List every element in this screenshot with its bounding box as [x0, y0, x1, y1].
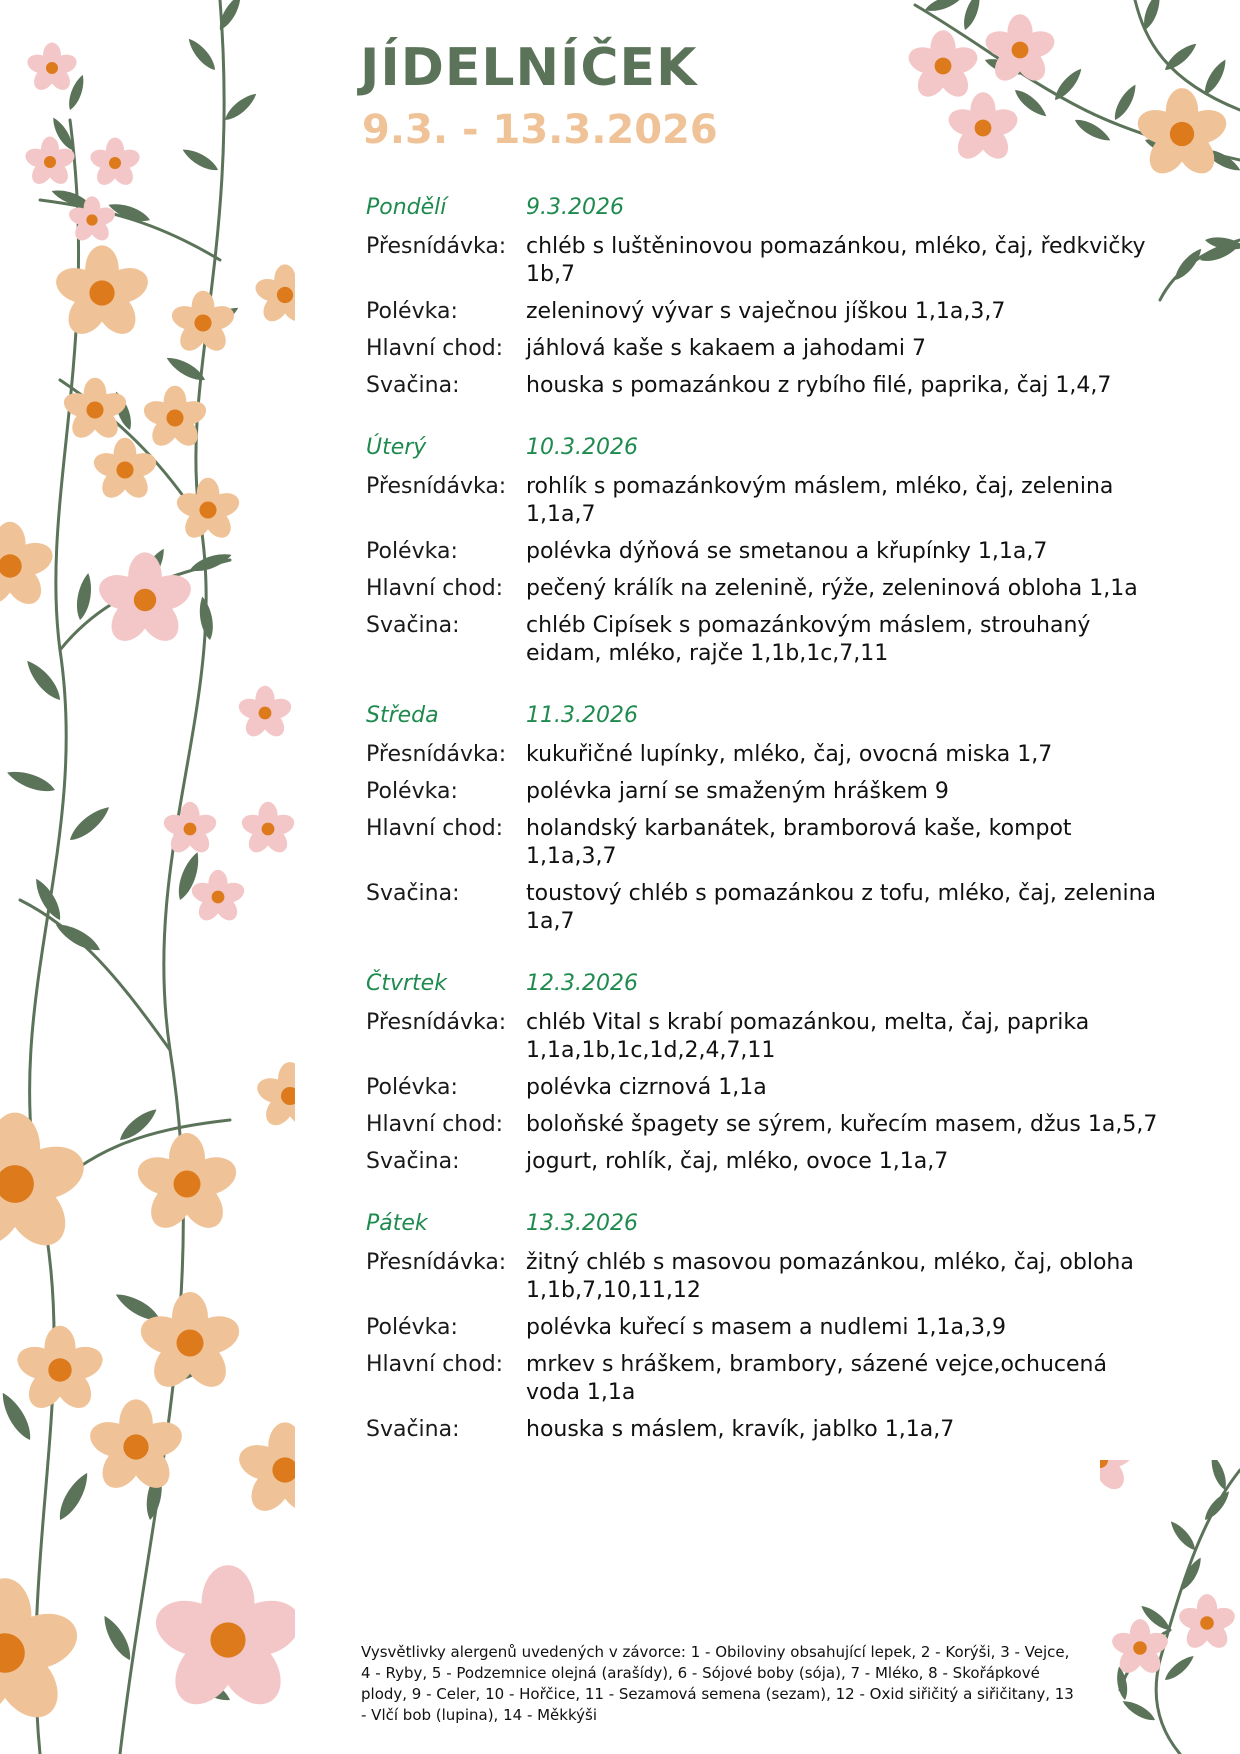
meal-text: boloňské špagety se sýrem, kuřecím masem, džus 1a,5,7 — [526, 1112, 1158, 1137]
day-monday — [366, 190, 1166, 400]
meal-text: pečený králík na zelenině, rýže, zeleninová obloha 1,1a — [526, 576, 1138, 601]
meal-row — [366, 298, 1166, 326]
day-name: Čtvrtek — [366, 970, 447, 996]
meal-row — [366, 612, 1166, 668]
meal-row — [366, 538, 1166, 566]
day-tuesday — [366, 430, 1166, 668]
meal-label: Hlavní chod: — [366, 336, 504, 361]
meal-text: polévka kuřecí s masem a nudlemi 1,1a,3,9 — [526, 1315, 1006, 1340]
meal-text: chléb Vital s krabí pomazánkou, melta, čaj, paprika 1,1a,1b,1c,1d,2,4,7,11 — [526, 1010, 1090, 1063]
meal-label: Hlavní chod: — [366, 576, 504, 601]
meal-text: zeleninový vývar s vaječnou jíškou 1,1a,3,7 — [526, 299, 1006, 324]
meal-text: polévka jarní se smaženým hráškem 9 — [526, 779, 949, 804]
meal-row — [366, 473, 1166, 529]
day-wednesday — [366, 698, 1166, 936]
meal-row — [366, 1249, 1166, 1305]
meal-text: chléb s luštěninovou pomazánkou, mléko, čaj, ředkvičky 1b,7 — [526, 234, 1146, 287]
meal-row — [366, 741, 1166, 769]
day-name: Pátek — [366, 1210, 428, 1236]
meal-text: žitný chléb s masovou pomazánkou, mléko, čaj, obloha 1,1b,7,10,11,12 — [526, 1250, 1134, 1303]
meal-row — [366, 335, 1166, 363]
day-heading — [366, 966, 1166, 1000]
date-range: 9.3. - 13.3.2026 — [362, 107, 718, 153]
meal-text: jogurt, rohlík, čaj, mléko, ovoce 1,1a,7 — [526, 1149, 949, 1174]
allergen-legend: Vysvětlivky alergenů uvedených v závorce: 1 - Obiloviny obsahující lepek, 2 - Korýši, 3 - Vejce, 4 - Ryby, 5 - Podzemnice olejná (arašídy), 6 - Sójové boby (sója), 7 - Mléko, 8 - Skořápkové plody, 9 - Celer, 10 - Hořčice, 11 - Sezamová semena (sezam), 12 - Oxid siřičitý a siřičitany, 13 - Vlčí bob (lupina), 14 - Měkkýši — [361, 1643, 1074, 1724]
meal-row — [366, 1416, 1166, 1444]
meal-label: Přesnídávka: — [366, 742, 507, 767]
meal-label: Polévka: — [366, 1075, 458, 1100]
meal-label: Svačina: — [366, 373, 460, 398]
meal-label: Přesnídávka: — [366, 1250, 507, 1275]
floral-border-left — [0, 0, 295, 1754]
meal-text: polévka cizrnová 1,1a — [526, 1075, 767, 1100]
meal-text: rohlík s pomazánkovým máslem, mléko, čaj, zelenina 1,1a,7 — [526, 474, 1114, 527]
day-thursday — [366, 966, 1166, 1176]
meal-row — [366, 1111, 1166, 1139]
day-heading — [366, 190, 1166, 224]
meal-label: Svačina: — [366, 1149, 460, 1174]
day-friday — [366, 1206, 1166, 1444]
meal-label: Polévka: — [366, 1315, 458, 1340]
daily-menu-list — [366, 190, 1166, 1474]
meal-label: Polévka: — [366, 539, 458, 564]
meal-row — [366, 815, 1166, 871]
day-date: 13.3.2026 — [526, 1210, 638, 1236]
meal-label: Přesnídávka: — [366, 1010, 507, 1035]
meal-text: kukuřičné lupínky, mléko, čaj, ovocná miska 1,7 — [526, 742, 1053, 767]
meal-text: chléb Cipísek s pomazánkovým máslem, strouhaný eidam, mléko, rajče 1,1b,1c,7,11 — [526, 613, 1091, 666]
day-date: 10.3.2026 — [526, 434, 638, 460]
day-name: Pondělí — [366, 194, 447, 220]
day-date: 12.3.2026 — [526, 970, 638, 996]
day-heading — [366, 1206, 1166, 1240]
meal-text: houska s pomazánkou z rybího filé, paprika, čaj 1,4,7 — [526, 373, 1112, 398]
meal-text: houska s máslem, kravík, jablko 1,1a,7 — [526, 1417, 955, 1442]
meal-text: polévka dýňová se smetanou a křupínky 1,1a,7 — [526, 539, 1048, 564]
meal-label: Přesnídávka: — [366, 474, 507, 499]
meal-label: Polévka: — [366, 779, 458, 804]
meal-text: mrkev s hráškem, brambory, sázené vejce,ochucená voda 1,1a — [526, 1352, 1107, 1405]
meal-row — [366, 778, 1166, 806]
meal-row — [366, 575, 1166, 603]
day-name: Středa — [366, 702, 439, 728]
meal-label: Svačina: — [366, 1417, 460, 1442]
day-heading — [366, 698, 1166, 732]
meal-row — [366, 1148, 1166, 1176]
meal-row — [366, 1009, 1166, 1065]
meal-label: Hlavní chod: — [366, 1112, 504, 1137]
meal-row — [366, 1074, 1166, 1102]
day-date: 9.3.2026 — [526, 194, 624, 220]
meal-text: holandský karbanátek, bramborová kaše, kompot 1,1a,3,7 — [526, 816, 1072, 869]
meal-row — [366, 372, 1166, 400]
meal-text: toustový chléb s pomazánkou z tofu, mléko, čaj, zelenina 1a,7 — [526, 881, 1157, 934]
meal-row — [366, 1351, 1166, 1407]
meal-label: Polévka: — [366, 299, 458, 324]
meal-label: Svačina: — [366, 881, 460, 906]
meal-row — [366, 880, 1166, 936]
meal-text: jáhlová kaše s kakaem a jahodami 7 — [526, 336, 926, 361]
meal-row — [366, 233, 1166, 289]
menu-title: JÍDELNÍČEK — [360, 38, 698, 98]
meal-label: Svačina: — [366, 613, 460, 638]
floral-corner-bottom-right — [1100, 1460, 1240, 1754]
meal-label: Hlavní chod: — [366, 816, 504, 841]
meal-label: Přesnídávka: — [366, 234, 507, 259]
day-date: 11.3.2026 — [526, 702, 638, 728]
day-heading — [366, 430, 1166, 464]
meal-row — [366, 1314, 1166, 1342]
meal-label: Hlavní chod: — [366, 1352, 504, 1377]
day-name: Úterý — [366, 434, 427, 460]
